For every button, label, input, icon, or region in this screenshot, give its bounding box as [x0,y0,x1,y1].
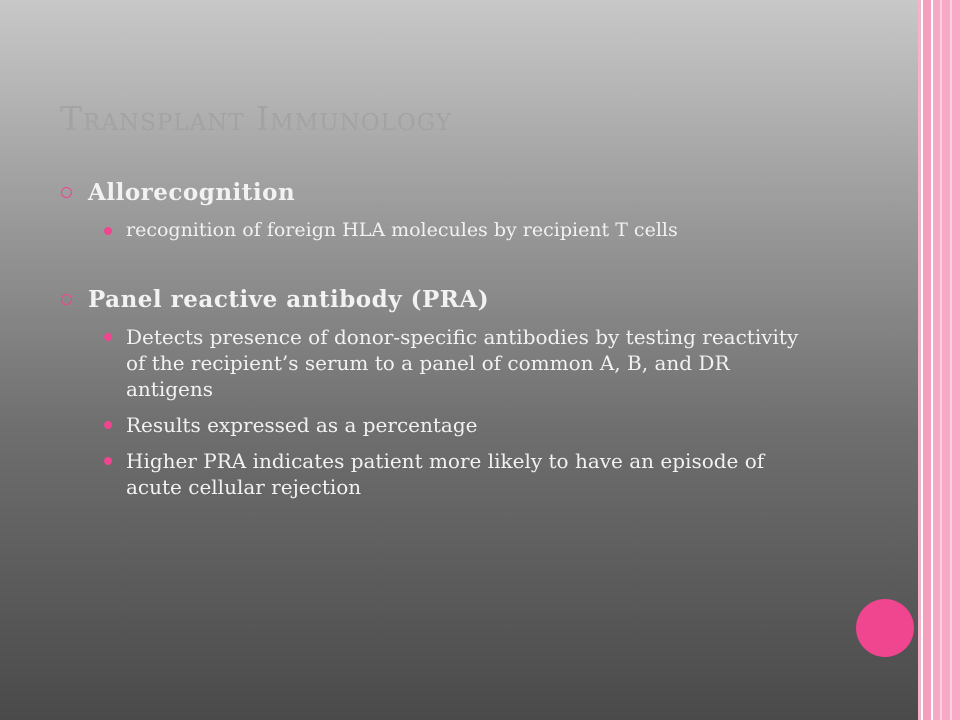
section-heading-pra [60,285,820,315]
dot-bullet-icon [104,421,112,429]
bullet-item [126,218,820,243]
bullet-item [126,324,820,402]
bullet-item [126,412,820,438]
bullet-text: Detects presence of donor-specific antibodies by testing reactivity of the recipient’s serum to a panel of common A, B, and DR antigens [126,325,799,402]
decorative-rail [950,0,952,720]
section-heading-allorecognition [60,178,820,208]
decorative-rail [940,0,942,720]
bullet-item [126,448,820,500]
bullet-text: Results expressed as a percentage [126,413,478,438]
slide-title: Transplant Immunology [60,99,452,138]
dot-bullet-icon [104,457,112,465]
ring-bullet-icon [61,294,72,305]
heading-text: Allorecognition [88,179,296,206]
decorative-rail [923,0,931,720]
slide-content [60,178,820,500]
decorative-circle [856,599,914,657]
heading-text: Panel reactive antibody (PRA) [88,285,490,313]
ring-bullet-icon [61,187,72,198]
dot-bullet-icon [104,333,112,341]
bullet-text: recognition of foreign HLA molecules by recipient T cells [126,218,678,241]
dot-bullet-icon [104,227,112,235]
decorative-rail [933,0,960,720]
bullet-text: Higher PRA indicates patient more likely to have an episode of acute cellular rejection [126,449,765,500]
